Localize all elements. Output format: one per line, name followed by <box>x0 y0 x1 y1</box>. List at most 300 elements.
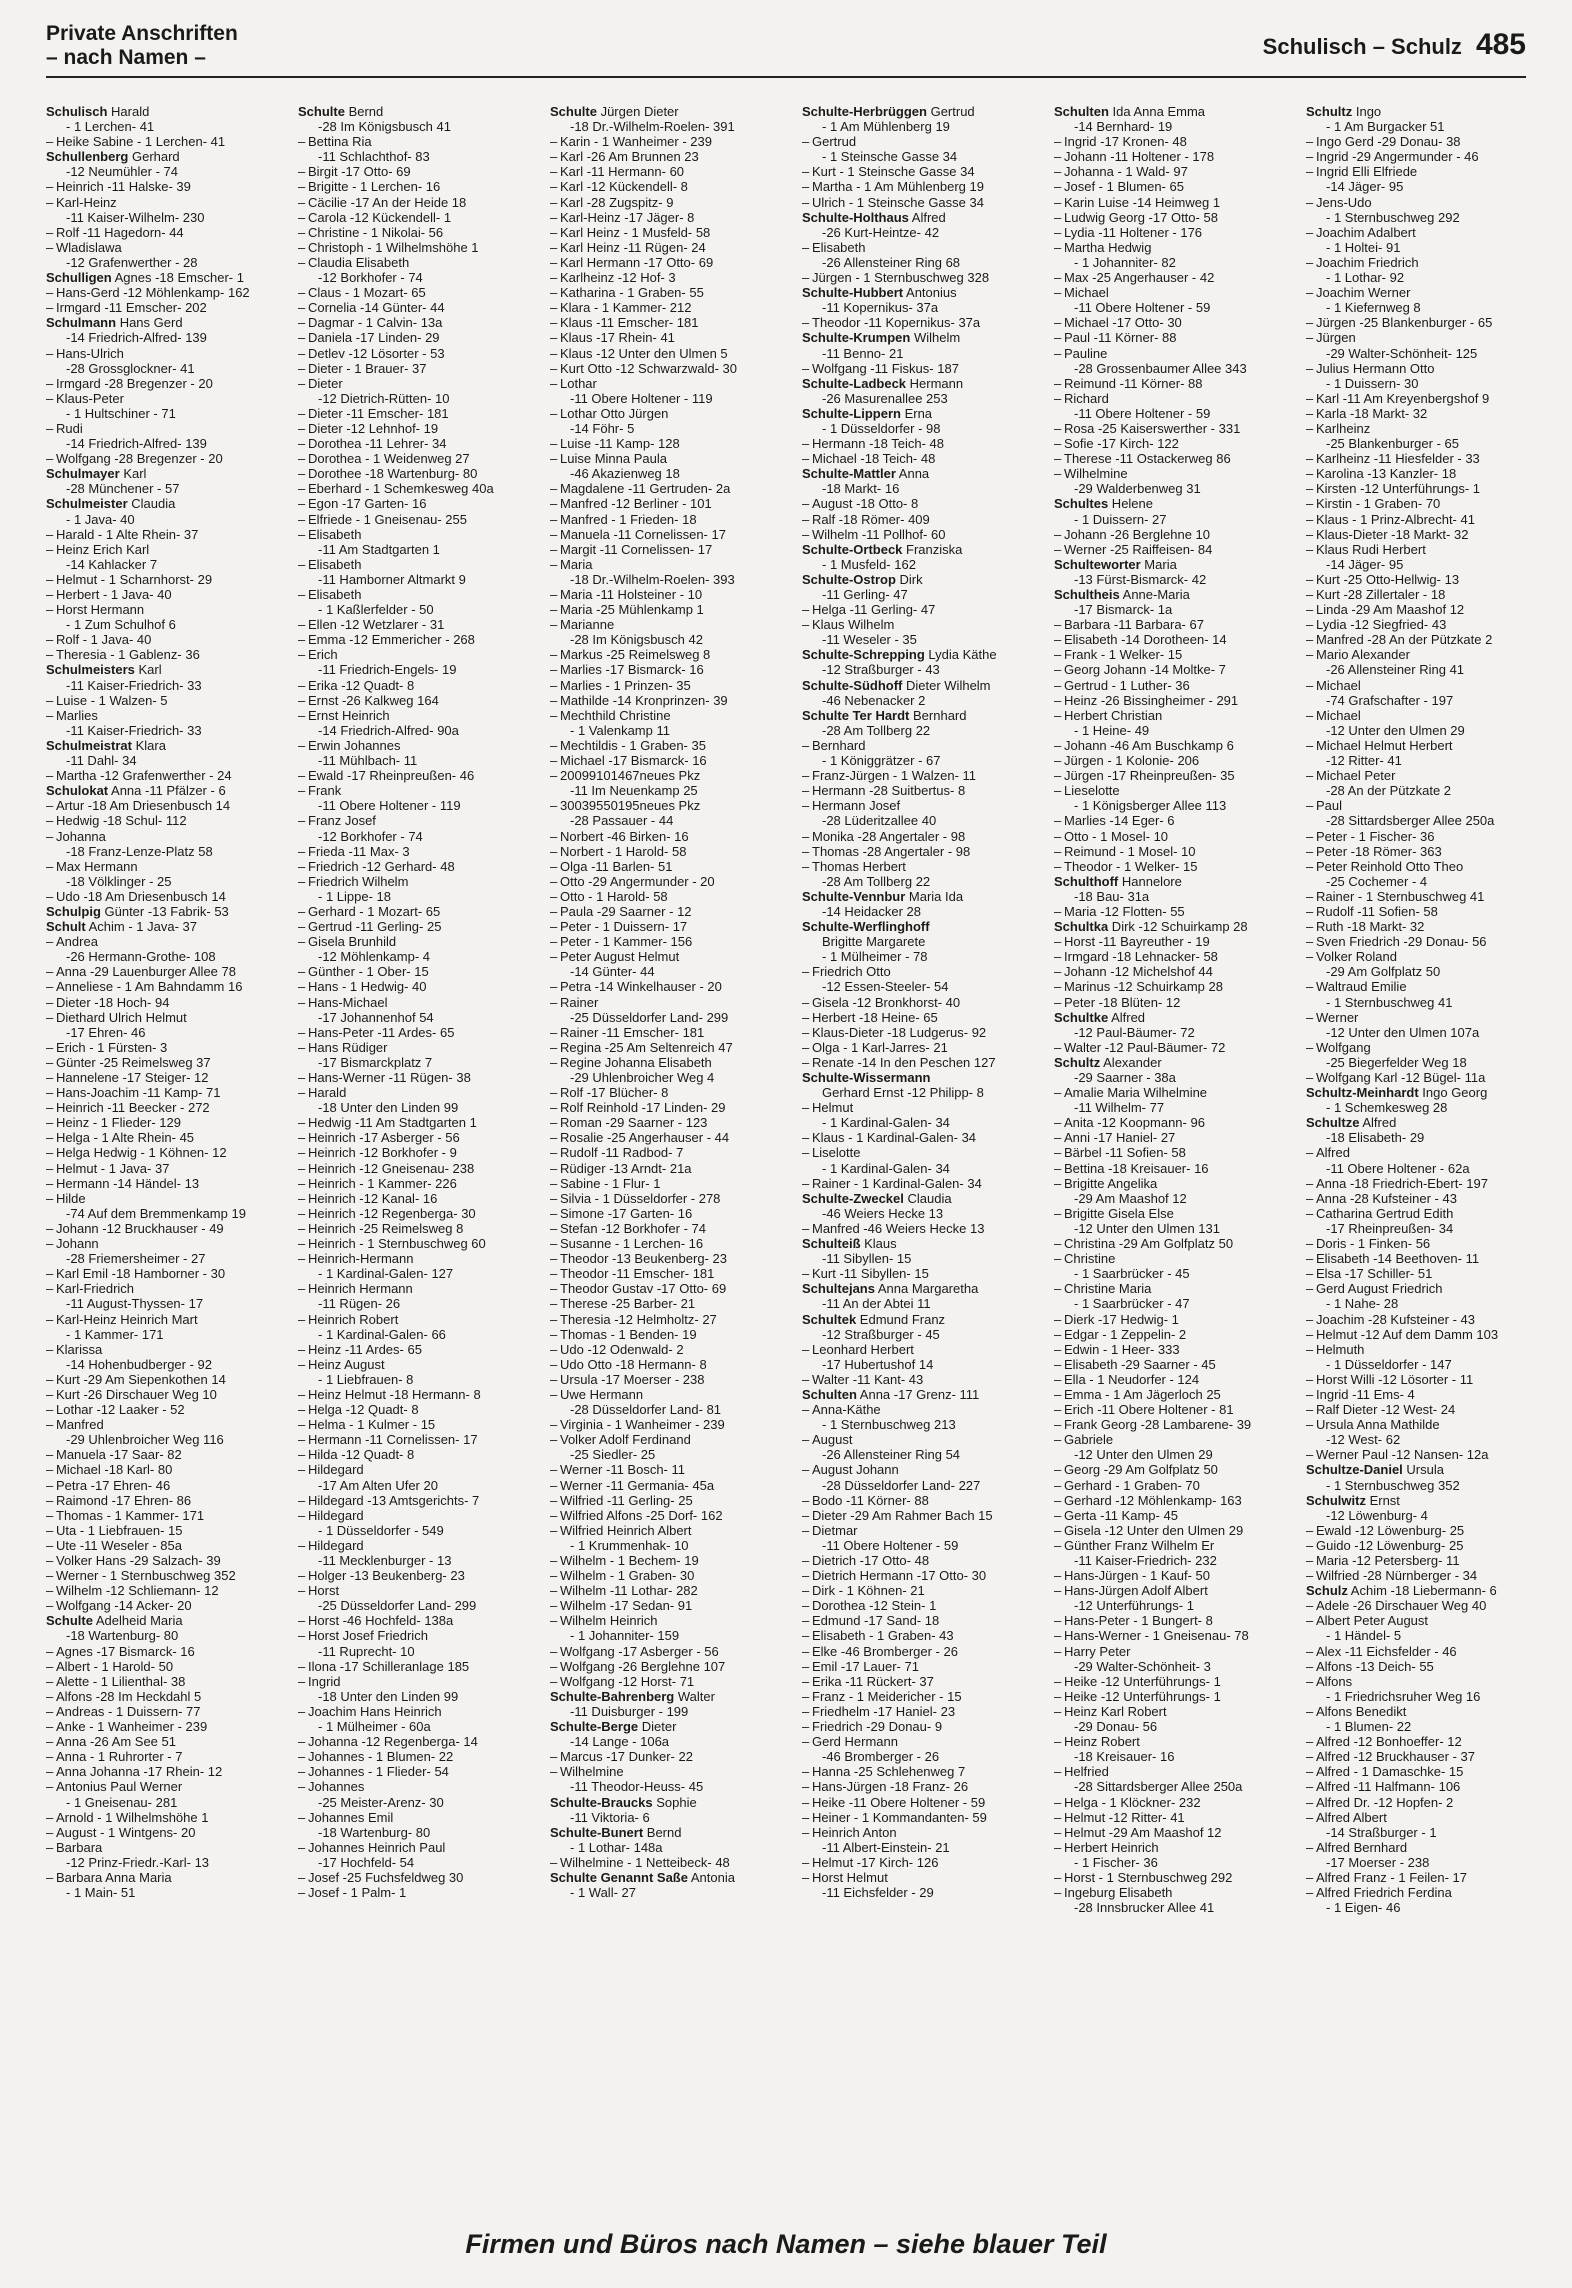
page-number: 485 <box>1475 28 1526 61</box>
entry-continuation: -11 Eichsfelder - 29 <box>822 1885 934 1901</box>
entry-continuation: -17 Rheinpreußen- 34 <box>1326 1220 1454 1236</box>
entry-details: Hermann <box>906 375 964 391</box>
entry-continuation: -12 Löwenburg- 4 <box>1326 1507 1428 1523</box>
entry-continuation: -25 Biegerfelder Weg 18 <box>1326 1054 1467 1070</box>
sub-entry: – August - 1 Wintgens- 20 <box>46 1824 196 1840</box>
entry-text: Edgar - 1 Zeppelin- 2 <box>1064 1326 1187 1342</box>
entry-text: Birgit -17 Otto- 69 <box>308 164 411 180</box>
entry-text: Dieter -12 Lehnhof- 19 <box>308 420 439 436</box>
entry-text: Heinz Erich Karl <box>56 541 150 557</box>
sub-entry: – Karl Heinz -11 Rügen- 24 <box>550 239 706 255</box>
entry-text: Peter - 1 Duissern- 17 <box>560 919 688 935</box>
entry-continuation: -11 Kaiser-Friedrich- 232 <box>1074 1553 1217 1568</box>
entry-continuation: -74 Grafschafter - 197 <box>1326 692 1454 708</box>
entry-text: Anna -18 Friedrich-Ebert- 197 <box>1316 1175 1488 1191</box>
entry-text: Mechtildis - 1 Graben- 35 <box>560 737 706 753</box>
entry-text: Klaus-Dieter -18 Ludgerus- 92 <box>812 1024 987 1040</box>
sub-entry: – Heinrich Robert <box>298 1311 399 1327</box>
sub-entry: – Michael -17 Bismarck- 16 <box>550 753 707 769</box>
surname-entry <box>802 210 1032 225</box>
entry-text: Irmgard -18 Lehnacker- 58 <box>1064 949 1218 965</box>
sub-entry: – Joachim Friedrich <box>1306 254 1419 270</box>
sub-entry: – Therese -25 Barber- 21 <box>550 1296 696 1312</box>
entry-text: Hildegard <box>308 1462 364 1478</box>
entry-text: Rainer -11 Emscher- 181 <box>560 1024 705 1040</box>
sub-entry: – Karl Heinz - 1 Musfeld- 58 <box>550 224 711 240</box>
sub-entry: – Adele -26 Dirschauer Weg 40 <box>1306 1598 1487 1614</box>
entry-text: Therese -11 Ostackerweg 86 <box>1064 451 1231 467</box>
entry-text: Gerhard -12 Möhlenkamp- 163 <box>1064 1492 1242 1508</box>
entry-text: Ewald -17 Rheinpreußen- 46 <box>308 768 475 784</box>
entry-continuation: -25 Düsseldorfer Land- 299 <box>570 1009 729 1025</box>
sub-entry: – Harald - 1 Alte Rhein- 37 <box>46 526 199 542</box>
surname: Schulmeistrat <box>46 737 132 753</box>
sub-entry: – Maria <box>550 556 593 572</box>
entry-text: Johann <box>56 1236 99 1252</box>
entry-text: Ernst Heinrich <box>308 707 390 723</box>
sub-entry: – Heinz Karl Robert <box>1054 1703 1167 1719</box>
sub-entry: – Guido -12 Löwenburg- 25 <box>1306 1537 1464 1553</box>
sub-entry: – Hans-Ulrich <box>46 345 124 361</box>
sub-entry: – Johannes Heinrich Paul <box>298 1839 446 1855</box>
entry-text: Gisela Brunhild <box>308 934 397 950</box>
sub-entry: – Helga - 1 Alte Rhein- 45 <box>46 1130 195 1146</box>
sub-entry: – Mechthild Christine <box>550 707 671 723</box>
entry-text: Horst <box>308 1583 340 1599</box>
sub-entry: – Karl -28 Zugspitz- 9 <box>550 194 674 210</box>
sub-entry: – Mario Alexander <box>1306 647 1410 663</box>
sub-entry: – Martha -12 Grafenwerther - 24 <box>46 768 232 784</box>
sub-entry: – Hans-Michael <box>298 994 388 1010</box>
entry-text: Helmut -29 Am Maashof 12 <box>1064 1824 1222 1840</box>
sub-entry: – Helma - 1 Kulmer - 15 <box>298 1417 436 1433</box>
sub-entry: – Dietmar <box>802 1522 858 1538</box>
entry-text: Frank - 1 Welker- 15 <box>1064 647 1183 663</box>
sub-entry: – Regine Johanna Elisabeth <box>550 1054 712 1070</box>
sub-entry: – Alfred -12 Bruckhauser - 37 <box>1306 1749 1475 1765</box>
surname-entry <box>550 1870 780 1885</box>
entry-text: Gerhard - 1 Mozart- 65 <box>308 903 441 919</box>
entry-continuation: -12 Unter den Ulmen 29 <box>1326 722 1465 738</box>
entry-text: Elisabeth - 1 Graben- 43 <box>812 1628 954 1644</box>
entry-text: Karl -26 Am Brunnen 23 <box>560 149 699 165</box>
sub-entry: – Ella - 1 Neudorfer - 124 <box>1054 1371 1200 1387</box>
surname-entry <box>46 738 276 753</box>
sub-entry: – Daniela -17 Linden- 29 <box>298 330 440 346</box>
entry-text: Virginia - 1 Wanheimer - 239 <box>560 1417 725 1433</box>
sub-entry: – Walter -12 Paul-Bäumer- 72 <box>1054 1039 1226 1055</box>
entry-text: Linda -29 Am Maashof 12 <box>1316 602 1465 618</box>
entry-text: Elisabeth <box>308 526 362 542</box>
sub-entry: – Bärbel -11 Sofien- 58 <box>1054 1145 1186 1161</box>
entry-text: Klaus-Peter <box>56 390 124 406</box>
surname: Schultes <box>1054 496 1109 512</box>
sub-entry: – Michael -18 Teich- 48 <box>802 451 936 467</box>
entry-details: Ida Anna Emma <box>1108 104 1206 119</box>
sub-entry: – Rosalie -25 Angerhauser - 44 <box>550 1130 730 1146</box>
sub-entry: – Klaus - 1 Prinz-Albrecht- 41 <box>1306 511 1475 527</box>
sub-entry: – Josef - 1 Palm- 1 <box>298 1885 407 1901</box>
sub-entry: – Rolf -17 Blücher- 8 <box>550 1085 669 1101</box>
surname: Schulte-Zweckel <box>802 1190 904 1206</box>
sub-entry: – Horst Josef Friedrich <box>298 1628 428 1644</box>
entry-continuation: -18 Unter den Linden 99 <box>318 1100 459 1116</box>
entry-text: Heinrich - 1 Sternbuschweg 60 <box>308 1236 486 1252</box>
entry-text: Peter -18 Blüten- 12 <box>1064 994 1181 1010</box>
sub-entry: – Manfred -46 Weiers Hecke 13 <box>802 1220 985 1236</box>
sub-entry: – Horst Willi -12 Lösorter - 11 <box>1306 1371 1474 1387</box>
surname: Schulte-Lippern <box>802 405 901 421</box>
entry-text: Hilda -12 Quadt- 8 <box>308 1447 415 1463</box>
sub-entry: – Wolfgang -26 Berglehne 107 <box>550 1658 726 1674</box>
sub-entry: – Anna -18 Friedrich-Ebert- 197 <box>1306 1175 1488 1191</box>
entry-continuation: -18 Völklinger - 25 <box>66 873 172 889</box>
entry-text: Heike -12 Unterführungs- 1 <box>1064 1673 1221 1689</box>
entry-continuation: -12 Unter den Ulmen 107a <box>1326 1024 1480 1040</box>
entry-text: Rolf -17 Blücher- 8 <box>560 1085 669 1101</box>
entry-text: Egon -17 Garten- 16 <box>308 496 427 512</box>
surname-entry <box>46 315 276 330</box>
sub-entry: – Raimond -17 Ehren- 86 <box>46 1492 192 1508</box>
entry-text: Ewald -12 Löwenburg- 25 <box>1316 1522 1465 1538</box>
sub-entry: – Rudolf -11 Radbod- 7 <box>550 1145 684 1161</box>
sub-entry: – Edgar - 1 Zeppelin- 2 <box>1054 1326 1187 1342</box>
entry-text: Antonius Paul Werner <box>56 1779 183 1795</box>
sub-entry: – Hedwig -18 Schul- 112 <box>46 813 187 829</box>
entry-continuation: -29 Uhlenbroicher Weg 116 <box>66 1432 224 1448</box>
entry-continuation: -17 Bismarckplatz 7 <box>318 1054 433 1070</box>
entry-text: Kurt -28 Zillertaler - 18 <box>1316 587 1446 602</box>
entry-text: Josef -25 Fuchsfeldweg 30 <box>308 1869 464 1885</box>
sub-entry: – Richard <box>1054 390 1109 406</box>
sub-entry: – Peter - 1 Duissern- 17 <box>550 919 688 935</box>
entry-text: Katharina - 1 Graben- 55 <box>560 285 704 301</box>
sub-entry: – August Johann <box>802 1462 899 1478</box>
sub-entry: – Dierk -17 Hedwig- 1 <box>1054 1311 1179 1327</box>
entry-text: Harald <box>308 1085 347 1101</box>
surname-entry <box>802 678 1032 693</box>
entry-text: Ingo Gerd -29 Donau- 38 <box>1316 134 1461 150</box>
sub-entry: – Werner Paul -12 Nansen- 12a <box>1306 1447 1489 1463</box>
entry-text: Georg Johann -14 Moltke- 7 <box>1064 662 1226 678</box>
sub-entry: – Wilhelm - 1 Bechem- 19 <box>550 1553 699 1568</box>
entry-continuation: -29 Am Golfplatz 50 <box>1326 964 1441 980</box>
entry-details: Walter <box>674 1688 715 1704</box>
entry-text: Raimond -17 Ehren- 86 <box>56 1492 192 1508</box>
entry-text: Rosalie -25 Angerhauser - 44 <box>560 1130 730 1146</box>
entry-text: Hans-Joachim -11 Kamp- 71 <box>56 1085 221 1101</box>
entry-text: Ingrid -17 Kronen- 48 <box>1064 134 1187 150</box>
entry-text: Hans-Peter - 1 Bungert- 8 <box>1064 1613 1213 1629</box>
entry-text: Gisela -12 Unter den Ulmen 29 <box>1064 1522 1244 1538</box>
sub-entry: – Alfred -12 Bonhoeffer- 12 <box>1306 1734 1462 1750</box>
entry-text: Hans Rüdiger <box>308 1039 388 1055</box>
entry-text: Michael Helmut Herbert <box>1316 737 1453 753</box>
sub-entry: – Josef -25 Fuchsfeldweg 30 <box>298 1869 464 1885</box>
sub-entry: – Elisabeth -14 Dorotheen- 14 <box>1054 632 1227 648</box>
entry-text: Uwe Hermann <box>560 1386 644 1402</box>
sub-entry: – Jürgen <box>1306 330 1356 346</box>
sub-entry: – Regina -25 Am Seltenreich 47 <box>550 1039 733 1055</box>
entry-continuation: - 1 Händel- 5 <box>1326 1628 1402 1644</box>
surname: Schulte-Vennbur <box>802 888 906 904</box>
entry-text: Heinz August <box>308 1356 385 1372</box>
sub-entry: – Petra -14 Winkelhauser - 20 <box>550 979 722 995</box>
surname: Schulte-Bunert <box>550 1824 644 1840</box>
entry-text: Rolf - 1 Java- 40 <box>56 632 152 648</box>
entry-text: Gerhard - 1 Graben- 70 <box>1064 1477 1200 1493</box>
surname: Schulte-Hubbert <box>802 285 904 301</box>
entry-continuation: -11 Dahl- 34 <box>66 753 137 769</box>
entry-text: Helga -12 Quadt- 8 <box>308 1402 419 1418</box>
sub-entry: – Holger -13 Beukenberg- 23 <box>298 1568 465 1584</box>
entry-continuation: -11 Theodor-Heuss- 45 <box>570 1779 704 1795</box>
footer-note: Firmen und Büros nach Namen – siehe blauer Teil <box>465 2229 1107 2259</box>
sub-entry: – Michael Peter <box>1306 768 1396 784</box>
sub-entry: – August -18 Otto- 8 <box>802 496 919 512</box>
directory-column <box>46 104 276 2170</box>
entry-text: Otto - 1 Mosel- 10 <box>1064 828 1169 844</box>
sub-entry: – Uta - 1 Liebfrauen- 15 <box>46 1522 183 1538</box>
sub-entry: – Olga -11 Barlen- 51 <box>550 858 673 874</box>
sub-entry: – Helmut -29 Am Maashof 12 <box>1054 1824 1222 1840</box>
sub-entry: – Johann <box>46 1236 99 1252</box>
surname-entry <box>1306 1462 1536 1477</box>
sub-entry: – Ellen -12 Wetzlarer - 31 <box>298 617 445 633</box>
entry-text: Theresia - 1 Gablenz- 36 <box>56 647 200 663</box>
entry-text: Alfons -28 Im Heckdahl 5 <box>56 1688 202 1704</box>
sub-entry: – Wolfgang -28 Bregenzer - 20 <box>46 451 223 467</box>
entry-text: Regine Johanna Elisabeth <box>560 1054 712 1070</box>
entry-text: Renate -14 In den Peschen 127 <box>812 1054 996 1070</box>
entry-text: Ilona -17 Schilleranlage 185 <box>308 1658 470 1674</box>
sub-entry: – Horst Helmut <box>802 1869 888 1885</box>
entry-details: Anna <box>895 466 930 482</box>
sub-entry: – Claudia Elisabeth <box>298 254 410 270</box>
entry-continuation: - 1 Musfeld- 162 <box>822 556 916 572</box>
sub-entry: – Rudolf -11 Sofien- 58 <box>1306 903 1438 919</box>
entry-text: Rolf -11 Hagedorn- 44 <box>56 224 184 240</box>
entry-text: Theodor Gustav -17 Otto- 69 <box>560 1281 727 1297</box>
entry-continuation: -11 Gerling- 47 <box>822 587 908 602</box>
sub-entry: – Frieda -11 Max- 3 <box>298 843 410 859</box>
sub-entry: – Heinrich -12 Regenberga- 30 <box>298 1205 476 1221</box>
sub-entry: – Claus - 1 Mozart- 65 <box>298 285 426 301</box>
sub-entry: – Heike -12 Unterführungs- 1 <box>1054 1688 1221 1704</box>
sub-entry: – Manuela -11 Cornelissen- 17 <box>550 526 726 542</box>
entry-text: Anita -12 Koopmann- 96 <box>1064 1115 1205 1131</box>
entry-text: Wolfgang -26 Berglehne 107 <box>560 1658 726 1674</box>
entry-text: Heinrich -12 Kanal- 16 <box>308 1190 438 1206</box>
sub-entry: – Volker Adolf Ferdinand <box>550 1432 691 1448</box>
sub-entry: – Johannes - 1 Blumen- 22 <box>298 1749 454 1765</box>
sub-entry: – Horst -11 Bayreuther - 19 <box>1054 934 1210 950</box>
entry-details: Wilhelm <box>910 330 961 346</box>
directory-column <box>298 104 528 2170</box>
sub-entry: – Alfred -11 Halfmann- 106 <box>1306 1779 1461 1795</box>
entry-text: Rosa -25 Kaiserswerther - 331 <box>1064 420 1241 436</box>
surname: Schultejans <box>802 1281 875 1297</box>
entry-continuation: -28 Am Tollberg 22 <box>822 722 931 738</box>
surname-entry <box>802 1387 1032 1402</box>
sub-entry: – Pauline <box>1054 345 1108 361</box>
sub-entry: – Dagmar - 1 Calvin- 13a <box>298 315 443 331</box>
entry-text: Horst Hermann <box>56 602 145 618</box>
surname: Schulten <box>1054 104 1109 119</box>
entry-details: Klaus <box>860 1236 897 1252</box>
entry-continuation: -18 Franz-Lenze-Platz 58 <box>66 843 213 859</box>
surname: Schulligen <box>46 270 112 286</box>
sub-entry: – Uwe Hermann <box>550 1386 644 1402</box>
entry-text: Klaus Rudi Herbert <box>1316 541 1426 557</box>
sub-entry: – Paula -29 Saarner - 12 <box>550 903 692 919</box>
entry-text: Friedrich Otto <box>812 964 891 980</box>
surname: Schulte-Wissermann <box>802 1070 931 1085</box>
entry-text: Walter -12 Paul-Bäumer- 72 <box>1064 1039 1226 1055</box>
entry-text: Thomas -28 Angertaler - 98 <box>812 843 971 859</box>
sub-entry: – Antonius Paul Werner <box>46 1779 183 1795</box>
sub-entry: – Karlheinz -11 Hiesfelder - 33 <box>1306 451 1480 467</box>
entry-continuation: - 1 Fischer- 36 <box>1074 1854 1158 1870</box>
entry-text: Dorothea - 1 Weidenweg 27 <box>308 451 470 467</box>
entry-text: Hans-Werner - 1 Gneisenau- 78 <box>1064 1628 1249 1644</box>
sub-entry: – Ute -11 Weseler - 85a <box>46 1537 182 1553</box>
sub-entry: – Klaus - 1 Kardinal-Galen- 34 <box>802 1130 977 1146</box>
entry-text: Hildegard <box>308 1507 364 1523</box>
sub-entry: – Rolf - 1 Java- 40 <box>46 632 152 648</box>
entry-text: Dieter -29 Am Rahmer Bach 15 <box>812 1507 993 1523</box>
sub-entry: – Joachim Adalbert <box>1306 224 1416 240</box>
surname: Schultze-Daniel <box>1306 1462 1403 1478</box>
entry-continuation: -26 Masurenallee 253 <box>822 390 948 406</box>
sub-entry: – Heinrich-Hermann <box>298 1251 414 1267</box>
entry-text: Herbert Heinrich <box>1064 1839 1159 1855</box>
entry-continuation: -25 Meister-Arenz- 30 <box>318 1794 444 1810</box>
surname: Schulte-Bahrenberg <box>550 1688 675 1704</box>
sub-entry: – Heinrich -25 Reimelsweg 8 <box>298 1220 464 1236</box>
entry-text: Hannelene -17 Steiger- 12 <box>56 1070 209 1085</box>
entry-continuation: -11 Viktoria- 6 <box>570 1809 650 1825</box>
sub-entry: – Carola -12 Kückendell- 1 <box>298 209 452 225</box>
sub-entry: – Heinrich - 1 Kammer- 226 <box>298 1175 457 1191</box>
entry-text: Thomas - 1 Kammer- 171 <box>56 1507 205 1523</box>
entry-text: Kurt Otto -12 Schwarzwald- 30 <box>560 360 738 376</box>
sub-entry: – Peter August Helmut <box>550 949 680 965</box>
sub-entry: – Michael <box>1306 677 1361 693</box>
entry-text: Theresia -12 Helmholtz- 27 <box>560 1311 717 1327</box>
entry-text: Martha -12 Grafenwerther - 24 <box>56 768 232 784</box>
entry-text: Horst - 1 Sternbuschweg 292 <box>1064 1869 1233 1885</box>
entry-text: Ingrid -11 Ems- 4 <box>1316 1386 1415 1402</box>
sub-entry: – Anna Johanna -17 Rhein- 12 <box>46 1764 223 1780</box>
entry-text: Heinrich Robert <box>308 1311 399 1327</box>
surname-entry <box>550 1825 780 1840</box>
entry-continuation: -11 Friedrich-Engels- 19 <box>318 662 457 678</box>
entry-text: Anneliese - 1 Am Bahndamm 16 <box>56 979 243 995</box>
entry-text: Karin Luise -14 Heimweg 1 <box>1064 194 1221 210</box>
entry-text: Rudolf -11 Sofien- 58 <box>1316 903 1438 919</box>
entry-continuation: - 1 Friedrichsruher Weg 16 <box>1326 1688 1481 1704</box>
entry-text: Klaus -17 Rhein- 41 <box>560 330 675 346</box>
sub-entry: – Wilhelm - 1 Graben- 30 <box>550 1568 695 1584</box>
entry-text: Klaus - 1 Prinz-Albrecht- 41 <box>1316 511 1475 527</box>
entry-text: Marlies -14 Eger- 6 <box>1064 813 1175 829</box>
entry-text: Helga Hedwig - 1 Köhnen- 12 <box>56 1145 227 1161</box>
sub-entry: – Kurt Otto -12 Schwarzwald- 30 <box>550 360 738 376</box>
entry-text: Markus -25 Reimelsweg 8 <box>560 647 711 663</box>
sub-entry: – Horst - 1 Sternbuschweg 292 <box>1054 1869 1233 1885</box>
sub-entry: – Klaus -17 Rhein- 41 <box>550 330 675 346</box>
entry-text: Martha Hedwig <box>1064 239 1152 255</box>
entry-continuation: - 1 Saarbrücker - 47 <box>1074 1296 1190 1312</box>
entry-text: Wilfried -28 Nürnberger - 34 <box>1316 1568 1478 1584</box>
sub-entry: – Herbert Christian <box>1054 707 1163 723</box>
entry-details: Anna -11 Pfälzer - 6 <box>108 783 226 799</box>
entry-text: Olga - 1 Karl-Jarres- 21 <box>812 1039 948 1055</box>
entry-details: Agnes -18 Emscher- 1 <box>111 270 244 286</box>
entry-continuation: - 1 Krummenhak- 10 <box>570 1537 689 1553</box>
entry-details: Gertrud <box>926 104 975 119</box>
entry-text: Luise - 1 Walzen- 5 <box>56 692 168 708</box>
surname-entry <box>802 330 1032 345</box>
entry-continuation: -11 Kaiser-Friedrich- 33 <box>66 722 202 738</box>
entry-text: Johannes Heinrich Paul <box>308 1839 446 1855</box>
entry-text: 30039550195neues Pkz <box>560 798 701 814</box>
entry-details: Alfred <box>1108 1009 1146 1025</box>
sub-entry: – Albert Peter August <box>1306 1613 1429 1629</box>
entry-text: Udo Otto -18 Hermann- 8 <box>560 1356 707 1372</box>
sub-entry: – Stefan -12 Borkhofer - 74 <box>550 1220 706 1236</box>
sub-entry: – Kurt -11 Sibyllen- 15 <box>802 1266 929 1282</box>
entry-details: Adelheid Maria <box>92 1613 183 1629</box>
entry-text: Heinz Robert <box>1064 1734 1140 1750</box>
entry-continuation: - 1 Königgrätzer - 67 <box>822 753 941 769</box>
entry-text: Peter -18 Römer- 363 <box>1316 843 1442 859</box>
entry-text: Herbert -18 Heine- 65 <box>812 1009 938 1025</box>
entry-text: Alex -11 Eichsfelder - 46 <box>1316 1643 1457 1659</box>
sub-entry: – Hans Rüdiger <box>298 1039 388 1055</box>
sub-entry: – Elisabeth -14 Beethoven- 11 <box>1306 1251 1480 1267</box>
entry-details: Anna Margaretha <box>874 1281 979 1297</box>
sub-entry: – Alfred Bernhard <box>1306 1839 1408 1855</box>
entry-continuation: - 1 Düsseldorfer - 147 <box>1326 1356 1452 1372</box>
entry-text: Hermann -18 Teich- 48 <box>812 436 944 452</box>
sub-entry: – Wolfgang -11 Fiskus- 187 <box>802 360 959 376</box>
sub-entry: – Theodor - 1 Welker- 15 <box>1054 858 1198 874</box>
sub-entry: – Günther - 1 Ober- 15 <box>298 964 429 980</box>
entry-details: Achim - 1 Java- 37 <box>85 919 198 935</box>
entry-text: Elfriede - 1 Gneisenau- 255 <box>308 511 467 527</box>
sub-entry: – Johannes - 1 Flieder- 54 <box>298 1764 449 1780</box>
sub-entry: – Hermann Josef <box>802 798 901 814</box>
sub-entry: – Elisabeth <box>298 556 362 572</box>
entry-text: Michael -17 Otto- 30 <box>1064 315 1182 331</box>
sub-entry: – Albert - 1 Harold- 50 <box>46 1658 174 1674</box>
entry-continuation: -28 Grossglockner- 41 <box>66 360 195 376</box>
entry-text: August -18 Otto- 8 <box>812 496 919 512</box>
sub-entry: – Irmgard -18 Lehnacker- 58 <box>1054 949 1218 965</box>
sub-entry: – Emma - 1 Am Jägerloch 25 <box>1054 1386 1221 1402</box>
surname-entry <box>802 647 1032 662</box>
sub-entry: – Hans-Peter -11 Ardes- 65 <box>298 1024 455 1040</box>
sub-entry: – Franz - 1 Meidericher - 15 <box>802 1688 962 1704</box>
entry-text: Hans-Jürgen Adolf Albert <box>1064 1583 1208 1599</box>
entry-continuation: - 1 Sternbuschweg 352 <box>1326 1477 1460 1493</box>
sub-entry: – Gisela Brunhild <box>298 934 397 950</box>
sub-entry: – Wolfgang Karl -12 Bügel- 11a <box>1306 1070 1486 1085</box>
entry-continuation: -46 Akazienweg 18 <box>570 466 680 482</box>
entry-text: Joachim Friedrich <box>1316 254 1419 270</box>
